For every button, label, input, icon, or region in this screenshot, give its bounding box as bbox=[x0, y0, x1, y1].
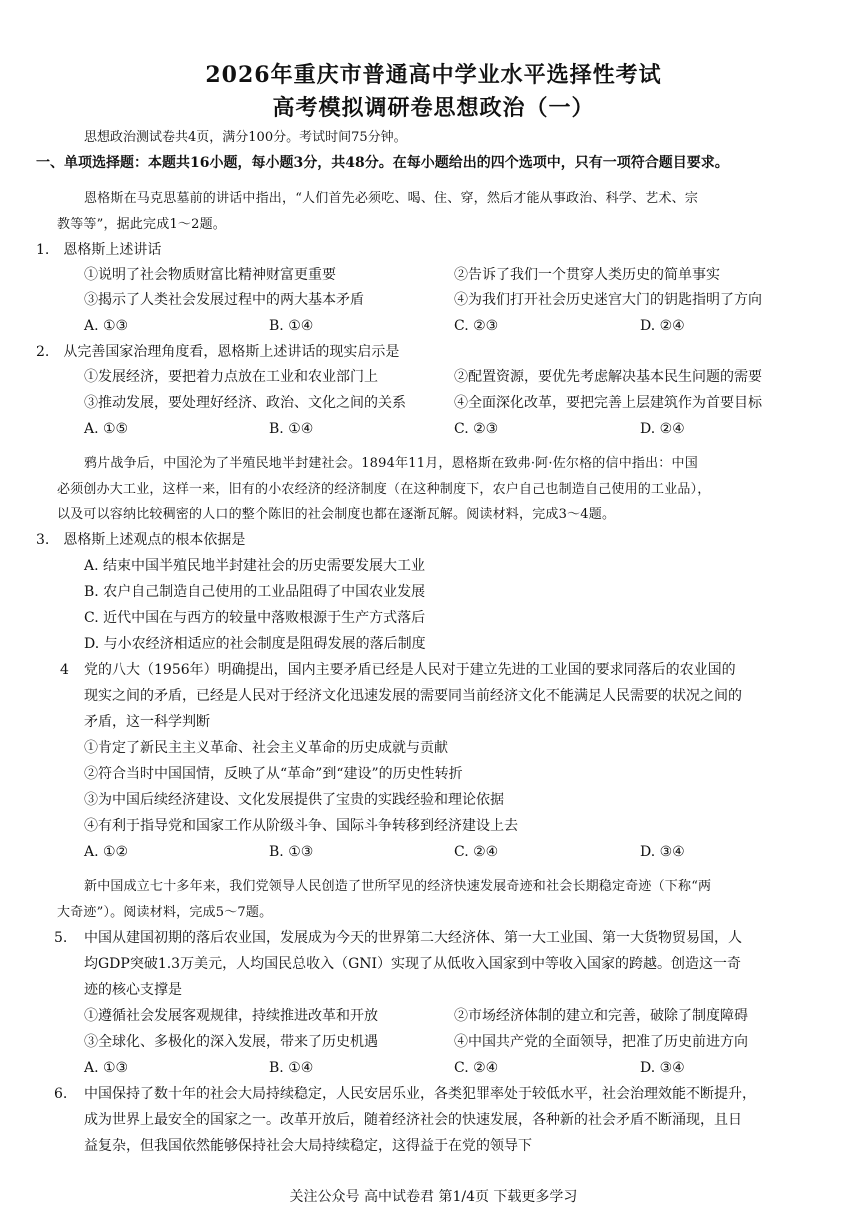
question-4-line-3: 矛盾，这一科学判断 bbox=[84, 714, 210, 730]
q1-option-d[interactable]: D. ②④ bbox=[640, 318, 685, 334]
q4-statement-2: ②符合当时中国国情，反映了从“革命”到“建设”的历史性转折 bbox=[84, 766, 463, 782]
material-3-line-1: 新中国成立七十多年来，我们党领导人民创造了世所罕见的经济快速发展奇迹和社会长期稳定奇迹（下称“两 bbox=[84, 879, 712, 894]
question-2-stem: 2. 从完善国家治理角度看，恩格斯上述讲话的现实启示是 bbox=[36, 344, 400, 360]
question-6-line-1: 中国保持了数十年的社会大局持续稳定，人民安居乐业，各类犯罪率处于较低水平，社会治理效能不断提升， bbox=[84, 1086, 756, 1102]
q1-option-c[interactable]: C. ②③ bbox=[454, 318, 499, 334]
q2-statement-3: ③推动发展，要处理好经济、政治、文化之间的关系 bbox=[84, 395, 406, 411]
q4-option-c[interactable]: C. ②④ bbox=[454, 844, 499, 860]
question-6-line-2: 成为世界上最安全的国家之一。改革开放后，随着经济社会的快速发展，各种新的社会矛盾不断涌现，且日 bbox=[84, 1112, 742, 1128]
section-heading: 一、单项选择题：本题共16小题，每小题3分，共48分。在每小题给出的四个选项中，只有一项符合题目要求。 bbox=[36, 155, 729, 171]
q4-option-a[interactable]: A. ①② bbox=[84, 844, 129, 860]
question-3-stem: 3. 恩格斯上述观点的根本依据是 bbox=[36, 532, 246, 548]
q2-option-a[interactable]: A. ①⑤ bbox=[84, 421, 129, 437]
question-4-line-1: 党的八大（1956年）明确提出，国内主要矛盾已经是人民对于建立先进的工业国的要求同落后的农业国的 bbox=[84, 662, 736, 678]
q5-statement-2: ②市场经济体制的建立和完善，破除了制度障碍 bbox=[454, 1008, 748, 1024]
q4-statement-1: ①肯定了新民主主义革命、社会主义革命的历史成就与贡献 bbox=[84, 740, 448, 756]
q1-statement-2: ②告诉了我们一个贯穿人类历史的简单事实 bbox=[454, 267, 720, 283]
material-1-line-2: 教等等”，据此完成1～2题。 bbox=[57, 217, 226, 232]
q2-option-d[interactable]: D. ②④ bbox=[640, 421, 685, 437]
q4-option-d[interactable]: D. ③④ bbox=[640, 844, 685, 860]
material-2-line-1: 鸦片战争后，中国沦为了半殖民地半封建社会。1894年11月，恩格斯在致弗·阿·佐尔格的信中指出：中国 bbox=[84, 456, 698, 471]
question-5-line-2: 均GDP突破1.3万美元，人均国民总收入（GNI）实现了从低收入国家到中等收入国家的跨越。创造这一奇 bbox=[84, 956, 742, 972]
q3-option-c[interactable]: C. 近代中国在与西方的较量中落败根源于生产方式落后 bbox=[84, 610, 426, 626]
question-4-line-2: 现实之间的矛盾，已经是人民对于经济文化迅速发展的需要同当前经济文化不能满足人民需要的状况之间的 bbox=[84, 688, 742, 704]
question-4-number: 4 bbox=[60, 662, 69, 678]
exam-subtitle: 高考模拟调研卷思想政治（一） bbox=[272, 95, 595, 121]
q4-option-b[interactable]: B. ①③ bbox=[269, 844, 314, 860]
question-6-number: 6. bbox=[54, 1086, 68, 1102]
q5-option-d[interactable]: D. ③④ bbox=[640, 1060, 685, 1076]
exam-intro: 思想政治测试卷共4页，满分100分。考试时间75分钟。 bbox=[84, 130, 407, 145]
q3-option-b[interactable]: B. 农户自己制造自己使用的工业品阻碍了中国农业发展 bbox=[84, 584, 426, 600]
question-5-line-3: 迹的核心支撑是 bbox=[84, 982, 182, 998]
q5-statement-3: ③全球化、多极化的深入发展，带来了历史机遇 bbox=[84, 1034, 378, 1050]
q4-statement-3: ③为中国后续经济建设、文化发展提供了宝贵的实践经验和理论依据 bbox=[84, 792, 504, 808]
q1-option-a[interactable]: A. ①③ bbox=[84, 318, 129, 334]
material-3-line-2: 大奇迹”）。阅读材料，完成5～7题。 bbox=[57, 905, 273, 920]
material-1-line-1: 恩格斯在马克思墓前的讲话中指出，“人们首先必须吃、喝、住、穿，然后才能从事政治、科学、艺术、宗 bbox=[84, 191, 699, 206]
q3-option-a[interactable]: A. 结束中国半殖民地半封建社会的历史需要发展大工业 bbox=[84, 558, 426, 574]
q5-statement-4: ④中国共产党的全面领导，把准了历史前进方向 bbox=[454, 1034, 748, 1050]
q2-statement-4: ④全面深化改革，要把完善上层建筑作为首要目标 bbox=[454, 395, 762, 411]
material-2-line-2: 必须创办大工业，这样一来，旧有的小农经济的经济制度（在这种制度下，农户自己也制造自己使用的工业品）， bbox=[57, 482, 711, 497]
exam-title: 2026年重庆市普通高中学业水平选择性考试 bbox=[205, 62, 662, 88]
q1-option-b[interactable]: B. ①④ bbox=[269, 318, 314, 334]
q2-option-b[interactable]: B. ①④ bbox=[269, 421, 314, 437]
question-6-line-3: 益复杂，但我国依然能够保持社会大局持续稳定，这得益于在党的领导下 bbox=[84, 1138, 532, 1154]
q3-option-d[interactable]: D. 与小农经济相适应的社会制度是阻碍发展的落后制度 bbox=[84, 636, 426, 652]
q2-statement-2: ②配置资源，要优先考虑解决基本民生问题的需要 bbox=[454, 369, 762, 385]
q1-statement-4: ④为我们打开社会历史迷宫大门的钥匙指明了方向 bbox=[454, 292, 762, 308]
q5-option-c[interactable]: C. ②④ bbox=[454, 1060, 499, 1076]
q5-statement-1: ①遵循社会发展客观规律，持续推进改革和开放 bbox=[84, 1008, 378, 1024]
q5-option-a[interactable]: A. ①③ bbox=[84, 1060, 129, 1076]
question-5-number: 5. bbox=[54, 930, 68, 946]
q5-option-b[interactable]: B. ①④ bbox=[269, 1060, 314, 1076]
question-5-line-1: 中国从建国初期的落后农业国，发展成为今天的世界第二大经济体、第一大工业国、第一大货物贸易国，人 bbox=[84, 930, 742, 946]
q1-statement-3: ③揭示了人类社会发展过程中的两大基本矛盾 bbox=[84, 292, 364, 308]
material-2-line-3: 以及可以容纳比较稠密的人口的整个陈旧的社会制度也都在逐渐瓦解。阅读材料，完成3～4题。 bbox=[57, 507, 616, 522]
q4-statement-4: ④有利于指导党和国家工作从阶级斗争、国际斗争转移到经济建设上去 bbox=[84, 818, 518, 834]
q1-statement-1: ①说明了社会物质财富比精神财富更重要 bbox=[84, 267, 336, 283]
page-footer: 关注公众号 高中试卷君 第1/4页 下载更多学习 bbox=[289, 1189, 578, 1205]
q2-statement-1: ①发展经济，要把着力点放在工业和农业部门上 bbox=[84, 369, 378, 385]
q2-option-c[interactable]: C. ②③ bbox=[454, 421, 499, 437]
question-1-stem: 1. 恩格斯上述讲话 bbox=[36, 242, 162, 258]
